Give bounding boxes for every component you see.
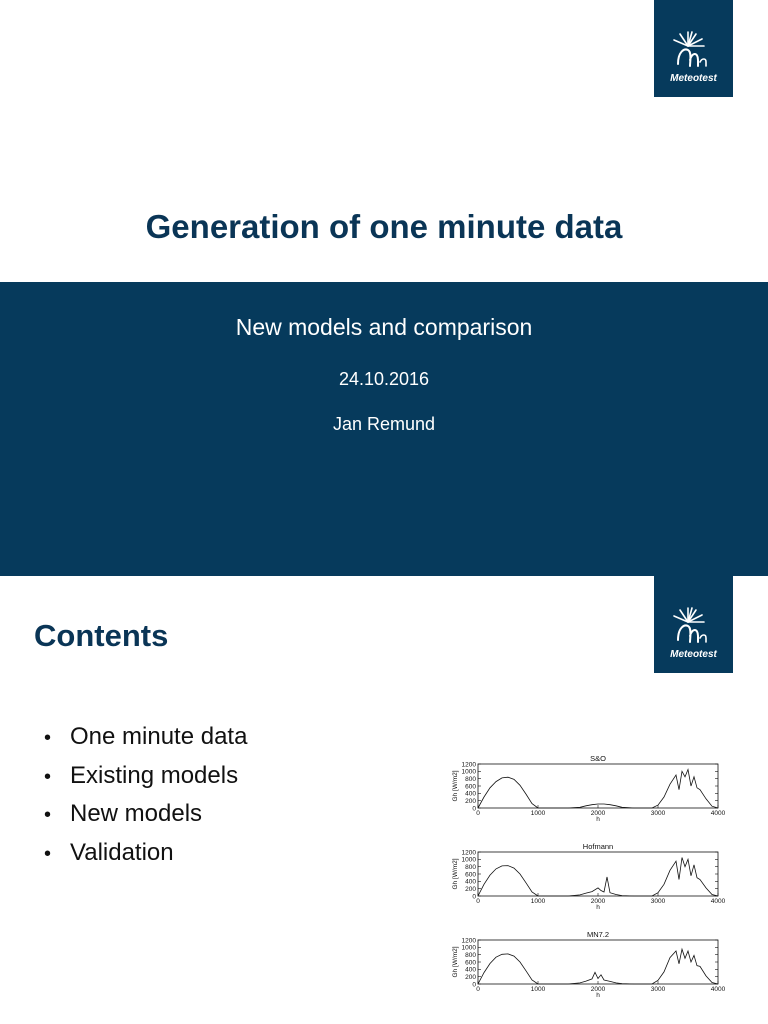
y-tick-label: 600 — [465, 959, 476, 967]
y-tick-label: 200 — [465, 798, 476, 806]
y-tick-label: 400 — [465, 790, 476, 798]
x-tick-label: 2000 — [590, 898, 606, 905]
x-tick-label: 0 — [476, 898, 480, 905]
chart-title: S&O — [590, 754, 606, 763]
x-axis-label: h — [596, 992, 600, 999]
y-tick-label: 800 — [465, 776, 476, 784]
x-axis-label: h — [596, 904, 600, 911]
presentation-title: Generation of one minute data — [145, 208, 623, 245]
x-tick-label: 1000 — [530, 810, 546, 817]
x-tick-label: 4000 — [710, 986, 726, 993]
y-tick-label: 1000 — [461, 856, 476, 864]
chart-panel — [452, 842, 726, 911]
x-axis-label: h — [596, 816, 600, 823]
y-tick-label: 0 — [472, 805, 476, 813]
y-tick-label: 1200 — [461, 761, 476, 769]
x-tick-label: 4000 — [710, 898, 726, 905]
list-item — [44, 795, 247, 834]
plot-frame — [478, 940, 718, 984]
y-tick-label: 600 — [465, 871, 476, 879]
author: Jan Remund — [332, 414, 436, 434]
y-tick-label: 1000 — [461, 768, 476, 776]
meteotest-logo — [654, 0, 733, 97]
y-tick-label: 800 — [465, 864, 476, 872]
sunburst-m-icon — [664, 30, 722, 70]
chart-panel — [452, 930, 726, 999]
x-tick-label: 2000 — [590, 810, 606, 817]
list-item — [44, 718, 247, 757]
x-tick-label: 1000 — [530, 986, 546, 993]
x-tick-label: 1000 — [530, 898, 546, 905]
x-tick-label: 3000 — [650, 898, 666, 905]
y-tick-label: 800 — [465, 952, 476, 960]
bullet-icon: • — [44, 765, 52, 788]
series-line — [478, 858, 718, 897]
y-tick-label: 400 — [465, 878, 476, 886]
contents-slide — [0, 576, 768, 1024]
y-tick-label: 0 — [472, 893, 476, 901]
sunburst-m-icon — [664, 606, 722, 646]
chart-panel — [452, 754, 726, 823]
x-tick-label: 4000 — [710, 810, 726, 817]
contents-list — [44, 718, 247, 872]
series-line — [478, 770, 718, 809]
bullet-icon: • — [44, 842, 52, 865]
bullet-icon: • — [44, 727, 52, 749]
irradiance-charts — [442, 752, 732, 1016]
y-tick-label: 200 — [465, 974, 476, 982]
y-axis-label: Gh [W/m2] — [452, 946, 459, 978]
y-axis-label: Gh [W/m2] — [452, 770, 459, 802]
date: 24.10.2016 — [338, 369, 430, 389]
y-tick-label: 600 — [465, 783, 476, 791]
chart-title: Hofmann — [582, 842, 614, 851]
list-item — [44, 834, 247, 873]
list-item-label: Validation — [70, 838, 174, 866]
list-item-label: Existing models — [70, 761, 239, 789]
y-tick-label: 400 — [465, 966, 476, 974]
x-tick-label: 0 — [476, 986, 480, 993]
x-tick-label: 3000 — [650, 986, 666, 993]
x-tick-label: 3000 — [650, 810, 666, 817]
series-line — [478, 949, 718, 984]
y-tick-label: 0 — [472, 981, 476, 989]
meteotest-logo — [654, 576, 733, 673]
contents-title: Contents — [34, 618, 169, 653]
y-tick-label: 1200 — [461, 849, 476, 857]
list-item — [44, 757, 247, 796]
bullet-icon: • — [44, 804, 52, 826]
subtitle: New models and comparison — [235, 314, 533, 340]
logo-text: Meteotest — [670, 73, 717, 84]
chart-title: MN7.2 — [586, 930, 610, 939]
logo-text: Meteotest — [670, 649, 717, 660]
x-tick-label: 0 — [476, 810, 480, 817]
y-tick-label: 1200 — [461, 937, 476, 945]
x-tick-label: 2000 — [590, 986, 606, 993]
y-axis-label: Gh [W/m2] — [452, 858, 459, 890]
y-tick-label: 1000 — [461, 944, 476, 952]
list-item-label: One minute data — [70, 723, 248, 750]
title-band — [0, 282, 768, 576]
y-tick-label: 200 — [465, 886, 476, 894]
list-item-label: New models — [70, 800, 203, 827]
